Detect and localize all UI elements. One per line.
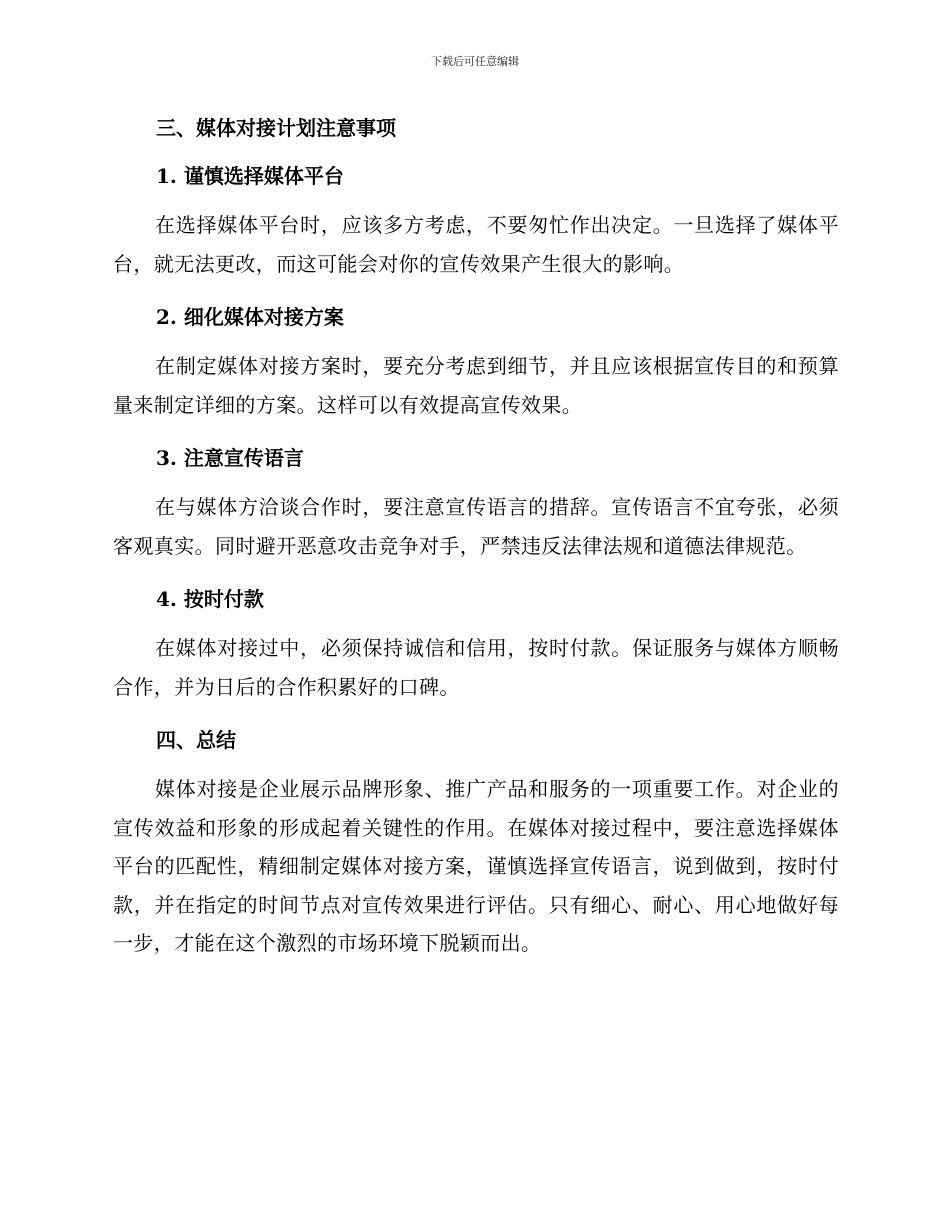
paragraph-pay-on-time: 在媒体对接过中，必须保持诚信和信用，按时付款。保证服务与媒体方顺畅合作，并为日后的合作积累好的口碑。 <box>113 636 839 699</box>
paragraph-promo-language: 在与媒体方洽谈合作时，要注意宣传语言的措辞。宣传语言不宜夸张，必须客观真实。同时避开恶意攻击竞争对手，严禁违反法律法规和道德法律规范。 <box>113 495 839 558</box>
subheading-choose-platform: 1. 谨慎选择媒体平台 <box>156 164 344 188</box>
section-heading-notes: 三、媒体对接计划注意事项 <box>156 116 396 140</box>
subheading-pay-on-time: 4. 按时付款 <box>156 587 264 611</box>
section-heading-summary: 四、总结 <box>156 728 236 752</box>
subheading-refine-plan: 2. 细化媒体对接方案 <box>156 305 344 329</box>
page-header-note: 下载后可任意编辑 <box>431 55 519 68</box>
paragraph-choose-platform: 在选择媒体平台时，应该多方考虑，不要匆忙作出决定。一旦选择了媒体平台，就无法更改，而这可能会对你的宣传效果产生很大的影响。 <box>113 213 839 276</box>
paragraph-summary: 媒体对接是企业展示品牌形象、推广产品和服务的一项重要工作。对企业的宣传效益和形象的形成起着关键性的作用。在媒体对接过程中，要注意选择媒体平台的匹配性，精细制定媒体对接方案，谨慎选择宣传语言，说到做到，按时付款，并在指定的时间节点对宣传效果进行评估。只有细心、耐心、用心地做好每一步，才能在这个激烈的市场环境下脱颖而出。 <box>113 777 839 955</box>
subheading-promo-language: 3. 注意宣传语言 <box>156 446 304 470</box>
document-body <box>113 110 839 963</box>
paragraph-refine-plan: 在制定媒体对接方案时，要充分考虑到细节，并且应该根据宣传目的和预算量来制定详细的方案。这样可以有效提高宣传效果。 <box>113 354 839 417</box>
